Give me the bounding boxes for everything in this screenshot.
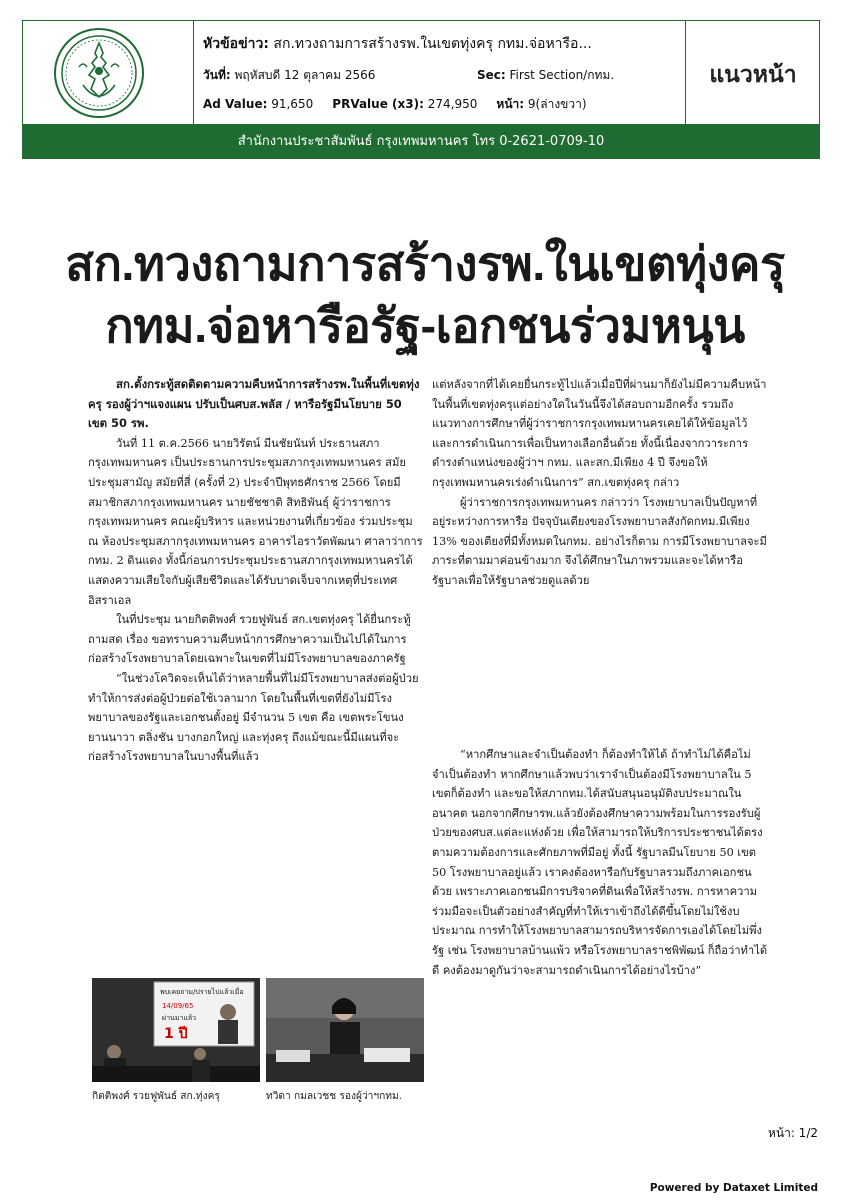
sign-years: 1 ปี [164,1026,188,1042]
paragraph: ผู้ว่าราชการกรุงเทพมหานคร กล่าวว่า โรงพยาบาลเป็นปัญหาที่อยู่ระหว่างการหารือ ปัจจุบันเตียงของโรงพยาบาลสังกัดกทม.มีเพียง 13% ของเตียงที่มีทั้งหมดในกทม. อย่างไรก็ตาม การมีโรงพยาบาลจะมีภาระที่ตามมาค่อนข้างมาก จึงได้ศึกษาในภาพรวมและจะได้หารือรัฐบาลเพื่อให้รัฐบาลช่วยดูแลด้วย [432,495,767,587]
page-number: หน้า: 1/2 [767,1126,818,1140]
date-row: วันที่: พฤหัสบดี 12 ตุลาคม 2566 [203,68,376,82]
paragraph: แต่หลังจากที่ได้เคยยื่นกระทู้ไปแล้วเมื่อปีที่ผ่านมาก็ยังไม่มีความคืบหน้าในพื้นที่เขตทุ่งครุแต่อย่างใดในวันนี้จึงได้สอบถามอีกครั้ง รวมถึงแนวทางการศึกษาที่ผู้ว่าราชการกรุงเทพมหานครเคยได้ให้ข้อมูลไว้ และการดำเนินการเพื่อเป็นทางเลือกอื่นด้วย ทั้งนี้เนื่องจากวาระการดำรงตำแหน่งของผู้ว่าฯ กทม. และสก.มีเพียง 4 ปี จึงขอให้กรุงเทพมหานครเร่งดำเนินการ” สก.เขตทุ่งครุ กล่าว [432,378,767,489]
paragraph: “หากศึกษาและจำเป็นต้องทำ ก็ต้องทำให้ได้ ถ้าทำไม่ได้คือไม่จำเป็นต้องทำ หากศึกษาแล้วพบว่าเราจำเป็นต้องมีโรงพยาบาลใน 5 เขตก็ต้องทำ และขอให้สภากทม.ได้สนับสนุนอนุมัติงบประมาณในอนาคต นอกจากศึกษารพ.แล้วยังต้องศึกษาความพร้อมในการรองรับผู้ป่วยของศบส.แต่ละแห่งด้วย เพื่อให้สามารถให้บริการประชาชนได้ตรงตามความต้องการและศักยภาพที่มีอยู่ ทั้งนี้ รัฐบาลมีนโยบาย 50 เขต 50 โรงพยาบาลอยู่แล้ว เราคงต้องหารือกับรัฐบาลรวมถึงภาคเอกชนด้วย เพราะภาคเอกชนมีการบริจาคที่ดินเพื่อให้สร้างรพ. การหาความร่วมมือจะเป็นตัวอย่างสำคัญที่ทำให้เราเข้าถึงได้ดีขึ้นโดยไม่ใช้งบประมาณ การทำให้โรงพยาบาลสามารถบริหารจัดการเองได้โดยไม่พึ่งรัฐ เช่น โรงพยาบาลบ้านแพ้ว หรือโรงพยาบาลราชพิพัฒน์ ก็ถือว่าทำได้ดี คงต้องมาดูกันว่าจะสามารถดำเนินการได้อย่างไรบ้าง” [432,748,768,977]
paragraph: ในที่ประชุม นายกิตติพงศ์ รวยฟูพันธ์ สก.เขตทุ่งครุ ได้ยื่นกระทู้ถามสด เรื่อง ขอทราบความคืบหน้าการศึกษาความเป็นไปได้ในการก่อสร้างโรงพยาบาลโดยเฉพาะในเขตที่ไม่มีโรงพยาบาลของภาครัฐ [88,613,411,666]
pr-value: 274,950 [427,97,478,111]
headline-value: สก.ทวงถามการสร้างรพ.ในเขตทุ่งครุ กทม.จ่อหารือ... [273,36,592,52]
photo-council-member [92,978,260,1082]
value-row: Ad Value: 91,650 PRValue (x3): 274,950 หน้า: 9(ล่างขวา) [203,97,587,111]
ad-value: 91,650 [271,97,314,111]
office-contact-bar: สำนักงานประชาสัมพันธ์ กรุงเทพมหานคร โทร 0-2621-0709-10 [22,125,820,159]
photo-caption-1: กิตติพงศ์ รวยฟูพันธ์ สก.ทุ่งครุ [92,1091,220,1102]
article-column-right-continued [432,745,768,1045]
photo-caption-2: ทวิดา กมลเวชช รองผู้ว่าฯกทม. [266,1091,402,1102]
sign-line1: พบเคยถาม/ปรายไปแล้วเมื่อ [160,988,244,996]
headline-row: หัวข้อข่าว: สก.ทวงถามการสร้างรพ.ในเขตทุ่งครุ กทม.จ่อหารือ... [203,36,592,52]
article-lead: สก.ตั้งกระทู้สดติดตามความคืบหน้าการสร้างรพ.ในพื้นที่เขตทุ่งครุ รองผู้ว่าฯแจงแผน ปรับเป็นศบส.พลัส / หารือรัฐมีนโยบาย 50 เขต 50 รพ. [88,377,420,431]
section-row: Sec: First Section/กทม. [477,68,615,82]
newspaper-name: แนวหน้า [709,62,797,88]
photo-deputy-governor-image [266,978,424,1082]
article-column-left [88,375,424,975]
newspaper-cell [685,21,820,124]
date-value: พฤหัสบดี 12 ตุลาคม 2566 [234,68,376,82]
photo-deputy-governor [266,978,424,1082]
section-value: First Section/กทม. [509,68,615,82]
paragraph: วันที่ 11 ต.ค.2566 นายวิรัตน์ มีนชัยนันท์ ประธานสภากรุงเทพมหานคร เป็นประธานการประชุมสภากรุงเทพมหานคร สมัยประชุมสามัญ สมัยที่สี่ (ครั้งที่ 2) ประจำปีพุทธศักราช 2566 โดยมี สมาชิกสภากรุงเทพมหานคร นายชัชชาติ สิทธิพันธุ์ ผู้ว่าราชการกรุงเทพมหานคร คณะผู้บริหาร และหน่วยงานที่เกี่ยวข้อง ร่วมประชุม ณ ห้องประชุมสภากรุงเทพมหานคร อาคารไอราวัตพัฒนา ศาลาว่าการ กทม. 2 ดินแดง ทั้งนี้ก่อนการประชุมประธานสภากรุงเทพมหานครได้แสดงความเสียใจกับผู้เสียชีวิตและได้รับบาดเจ็บจากเหตุที่ประเทศอิสราเอล [88,436,423,607]
logo-cell [23,21,194,124]
powered-by: Powered by Dataxet Limited [649,1182,818,1194]
sign-date: 14/09/65 [162,1002,194,1010]
article-headline-line1: สก.ทวงถามการสร้างรพ.ในเขตทุ่งครุ [65,237,785,290]
page-value: 9(ล่างขวา) [527,97,587,111]
clipping-header [22,20,820,125]
bangkok-seal-logo [53,27,145,119]
article-headline-line2: กทม.จ่อหารือรัฐ-เอกชนร่วมหนุน [105,299,745,352]
sign-line3: ผ่านมาแล้ว [162,1014,197,1022]
photo-council-member-image [92,978,260,1082]
info-cell [193,21,685,124]
paragraph: “ในช่วงโควิดจะเห็นได้ว่าหลายพื้นที่ไม่มีโรงพยาบาลส่งต่อผู้ป่วย ทำให้การส่งต่อผู้ป่วยต่อใช้เวลามาก โดยในพื้นที่เขตที่ยังไม่มีโรงพยาบาลของรัฐและเอกชนตั้งอยู่ มีจำนวน 5 เขต คือ เขตพระโขนง ยานนาวา ตลิ่งชัน บางกอกใหญ่ และทุ่งครุ ถึงแม้ขณะนี้มีแผนที่จะก่อสร้างโรงพยาบาลในบางพื้นที่แล้ว [88,671,419,764]
